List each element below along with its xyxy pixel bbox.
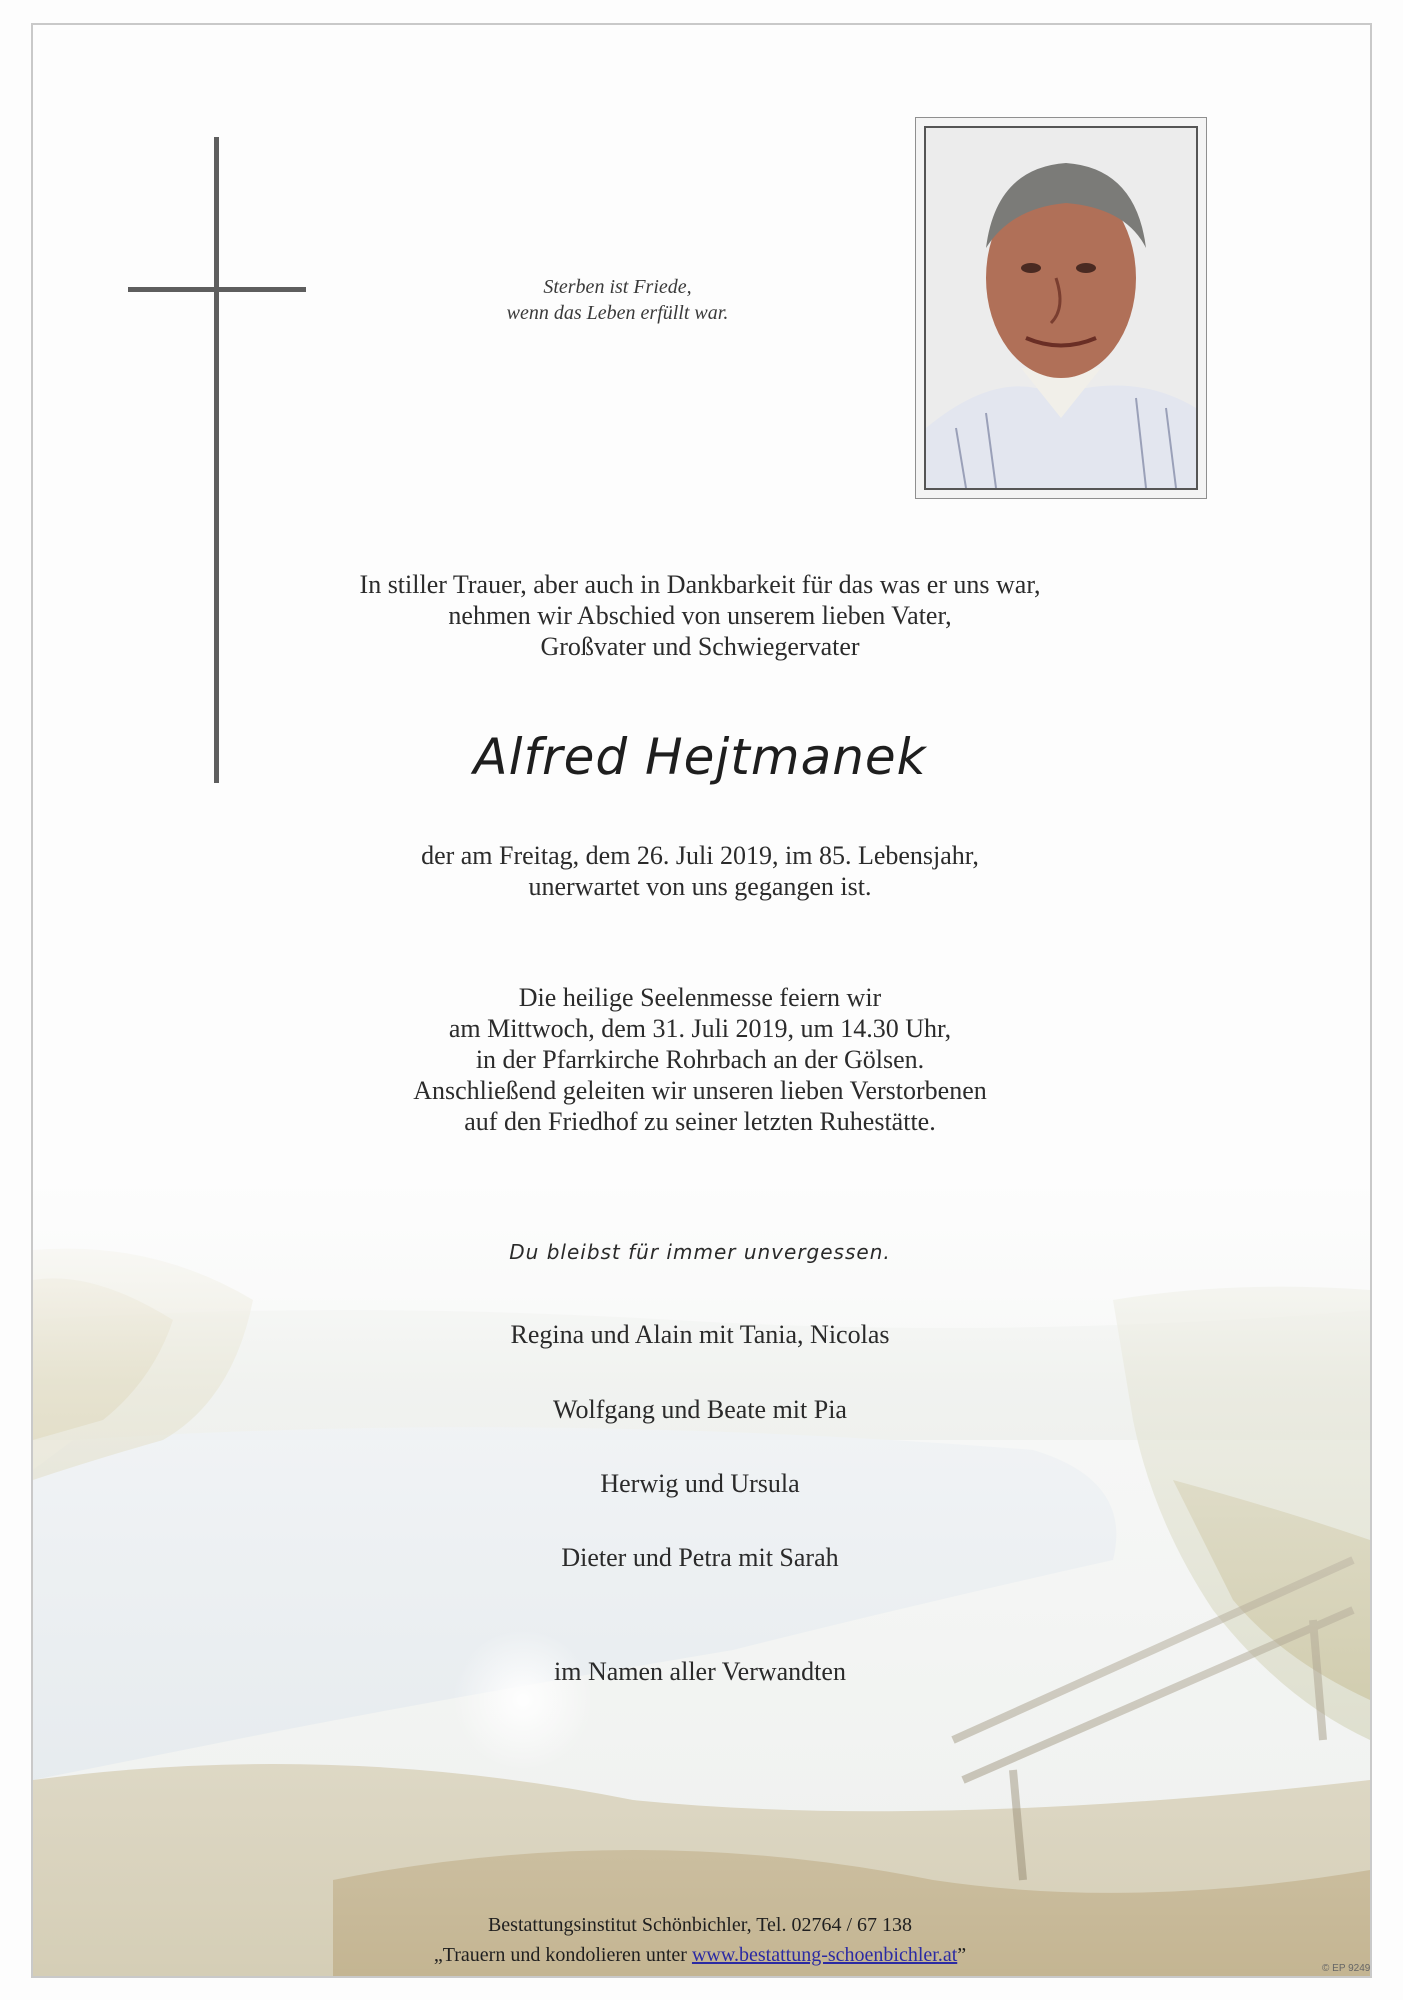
mass-line-4: Anschließend geleiten wir unseren lieben Verstorbenen [413, 1076, 987, 1105]
family-member-line: Regina und Alain mit Tania, Nicolas [510, 1320, 890, 1349]
family-member-line: Herwig und Ursula [600, 1469, 800, 1498]
intro-line-1: In stiller Trauer, aber auch in Dankbarkeit für das was er uns war, [359, 570, 1041, 599]
family-member-line: Wolfgang und Beate mit Pia [553, 1395, 847, 1424]
portrait-photo [924, 126, 1198, 490]
deceased-name: Alfred Hejtmanek [473, 728, 927, 786]
mass-line-3: in der Pfarrkirche Rohrbach an der Gölsen. [475, 1045, 925, 1074]
quote-line-2: wenn das Leben erfüllt war. [506, 302, 729, 324]
mass-line-2: am Mittwoch, dem 31. Juli 2019, um 14.30 Uhr, [448, 1014, 952, 1043]
footer-prefix: „Trauern und kondolieren unter [433, 1944, 692, 1966]
cross-vertical-bar [214, 137, 219, 783]
portrait-frame [915, 117, 1207, 499]
relatives-line: im Namen aller Verwandten [554, 1657, 846, 1686]
mass-line-5: auf den Friedhof zu seiner letzten Ruhestätte. [464, 1107, 936, 1136]
condolence-link[interactable]: www.bestattung-schoenbichler.at [691, 1944, 958, 1966]
intro-line-2: nehmen wir Abschied von unserem lieben Vater, [448, 601, 952, 630]
death-line-2: unerwartet von uns gegangen ist. [528, 872, 872, 901]
remembrance-phrase: Du bleibst für immer unvergessen. [509, 1240, 891, 1264]
funeral-home-footer [400, 1910, 1000, 1970]
document-code: © EP 9249 [1322, 1963, 1371, 1974]
memorial-quote [440, 274, 795, 326]
death-notice [200, 840, 1200, 902]
intro-text [200, 569, 1200, 662]
family-member-line: Dieter und Petra mit Sarah [561, 1543, 839, 1572]
footer-suffix: ” [957, 1944, 967, 1966]
mass-line-1: Die heilige Seelenmesse feiern wir [518, 983, 882, 1012]
footer-contact: Bestattungsinstitut Schönbichler, Tel. 02764 / 67 138 [487, 1914, 913, 1936]
quote-line-1: Sterben ist Friede, [543, 276, 692, 298]
cross-horizontal-bar [128, 287, 306, 292]
death-line-1: der am Freitag, dem 26. Juli 2019, im 85. Lebensjahr, [421, 841, 979, 870]
footer-condolence-line [400, 1940, 1000, 1970]
funeral-mass-info [200, 982, 1200, 1137]
intro-line-3: Großvater und Schwiegervater [540, 632, 860, 661]
